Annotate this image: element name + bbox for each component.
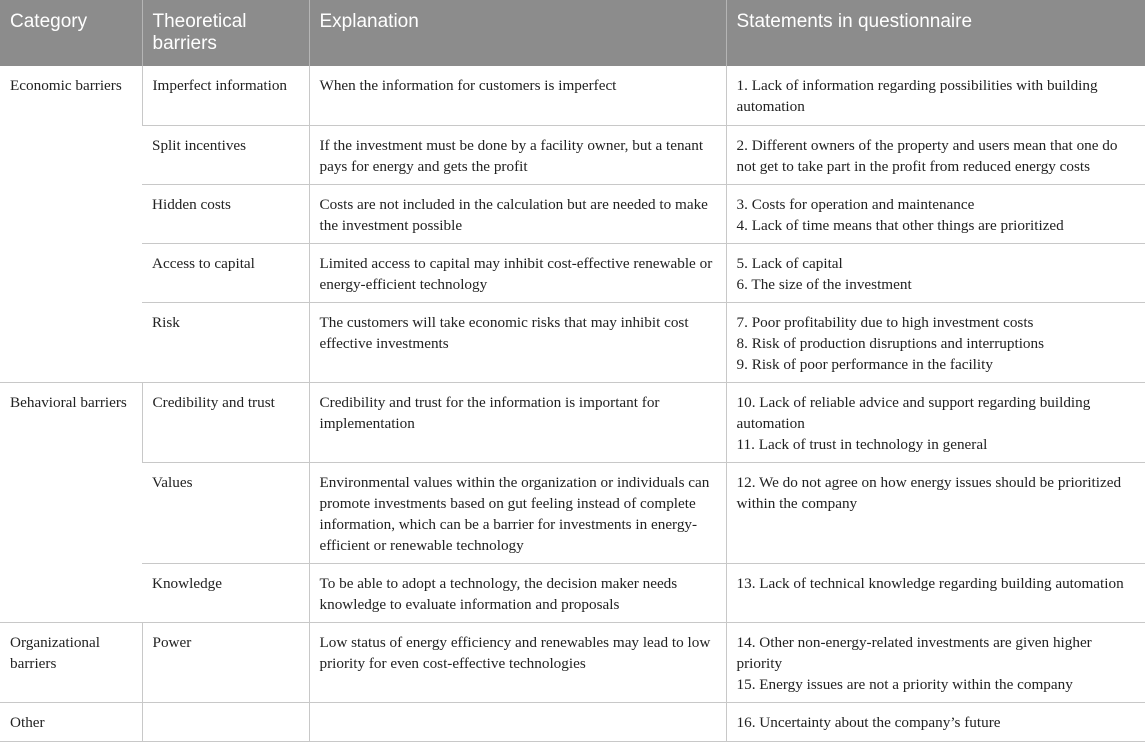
- statement: 5. Lack of capital: [736, 254, 843, 272]
- statements-cell: [726, 184, 1145, 243]
- category-cell: Other: [0, 702, 142, 741]
- category-cell: Behavioral barriers: [0, 382, 142, 622]
- theoretical-cell: Access to capital: [142, 243, 309, 302]
- theoretical-cell: Risk: [142, 302, 309, 382]
- table-row: [0, 243, 1145, 302]
- statements-cell: [726, 702, 1145, 741]
- theoretical-cell: Values: [142, 462, 309, 563]
- header-explanation: Explanation: [309, 0, 726, 66]
- statement: 1. Lack of information regarding possibilities with building automation: [736, 77, 1098, 115]
- statements-cell: [726, 302, 1145, 382]
- statement: 10. Lack of reliable advice and support regarding building automation: [736, 393, 1091, 432]
- explanation-cell: Costs are not included in the calculation but are needed to make the investment possible: [309, 184, 726, 243]
- statement: 7. Poor profitability due to high investment costs: [736, 313, 1034, 331]
- statement: 12. We do not agree on how energy issues should be prioritized within the company: [736, 473, 1122, 512]
- table-row: [0, 622, 1145, 702]
- table-header: [0, 0, 1145, 66]
- table-row: [0, 382, 1145, 462]
- theoretical-cell: [142, 702, 309, 741]
- theoretical-cell: Knowledge: [142, 563, 309, 622]
- explanation-cell: Environmental values within the organization or individuals can promote investments based on gut feeling instead of complete information, which can be a barrier for investments in energy-efficient or renewable technology: [309, 462, 726, 563]
- statement: 13. Lack of technical knowledge regarding building automation: [736, 574, 1124, 592]
- header-category: Category: [0, 0, 142, 66]
- statement: 3. Costs for operation and maintenance: [736, 195, 975, 213]
- theoretical-cell: Power: [142, 622, 309, 702]
- explanation-cell: The customers will take economic risks that may inhibit cost effective investments: [309, 302, 726, 382]
- explanation-cell: [309, 702, 726, 741]
- explanation-cell: To be able to adopt a technology, the decision maker needs knowledge to evaluate information and proposals: [309, 563, 726, 622]
- statement: 8. Risk of production disruptions and interruptions: [736, 334, 1045, 352]
- statement: 14. Other non-energy-related investments are given higher priority: [736, 633, 1092, 672]
- table-row: [0, 66, 1145, 125]
- statements-cell: [726, 243, 1145, 302]
- explanation-cell: When the information for customers is imperfect: [309, 66, 726, 125]
- statement: 16. Uncertainty about the company’s future: [736, 713, 1001, 731]
- category-cell: Economic barriers: [0, 66, 142, 382]
- statements-cell: [726, 125, 1145, 184]
- theoretical-cell: Imperfect information: [142, 66, 309, 125]
- statement: 11. Lack of trust in technology in general: [736, 435, 988, 453]
- explanation-cell: Low status of energy efficiency and renewables may lead to low priority for even cost-effective technologies: [309, 622, 726, 702]
- header-theoretical-barriers: Theoretical barriers: [142, 0, 309, 66]
- table-row: [0, 125, 1145, 184]
- statements-cell: [726, 462, 1145, 563]
- table-row: [0, 302, 1145, 382]
- statements-cell: [726, 66, 1145, 125]
- statements-cell: [726, 563, 1145, 622]
- category-cell: Organizational barriers: [0, 622, 142, 702]
- statement: 15. Energy issues are not a priority within the company: [736, 675, 1073, 693]
- header-statements: Statements in questionnaire: [726, 0, 1145, 66]
- explanation-cell: If the investment must be done by a facility owner, but a tenant pays for energy and gets the profit: [309, 125, 726, 184]
- table-row: [0, 184, 1145, 243]
- statements-cell: [726, 622, 1145, 702]
- theoretical-cell: Credibility and trust: [142, 382, 309, 462]
- statement: 4. Lack of time means that other things are prioritized: [736, 216, 1064, 234]
- theoretical-cell: Hidden costs: [142, 184, 309, 243]
- table-row: [0, 702, 1145, 741]
- statement: 9. Risk of poor performance in the facility: [736, 355, 993, 373]
- theoretical-cell: Split incentives: [142, 125, 309, 184]
- explanation-cell: Credibility and trust for the information is important for implementation: [309, 382, 726, 462]
- statement: 6. The size of the investment: [736, 275, 912, 293]
- table-row: [0, 462, 1145, 563]
- header-row: [0, 0, 1145, 66]
- statement: 2. Different owners of the property and users mean that one do not get to take part in the profit from reduced energy costs: [736, 136, 1118, 175]
- table-row: [0, 563, 1145, 622]
- explanation-cell: Limited access to capital may inhibit cost-effective renewable or energy-efficient technology: [309, 243, 726, 302]
- table-body: [0, 66, 1145, 741]
- statements-cell: [726, 382, 1145, 462]
